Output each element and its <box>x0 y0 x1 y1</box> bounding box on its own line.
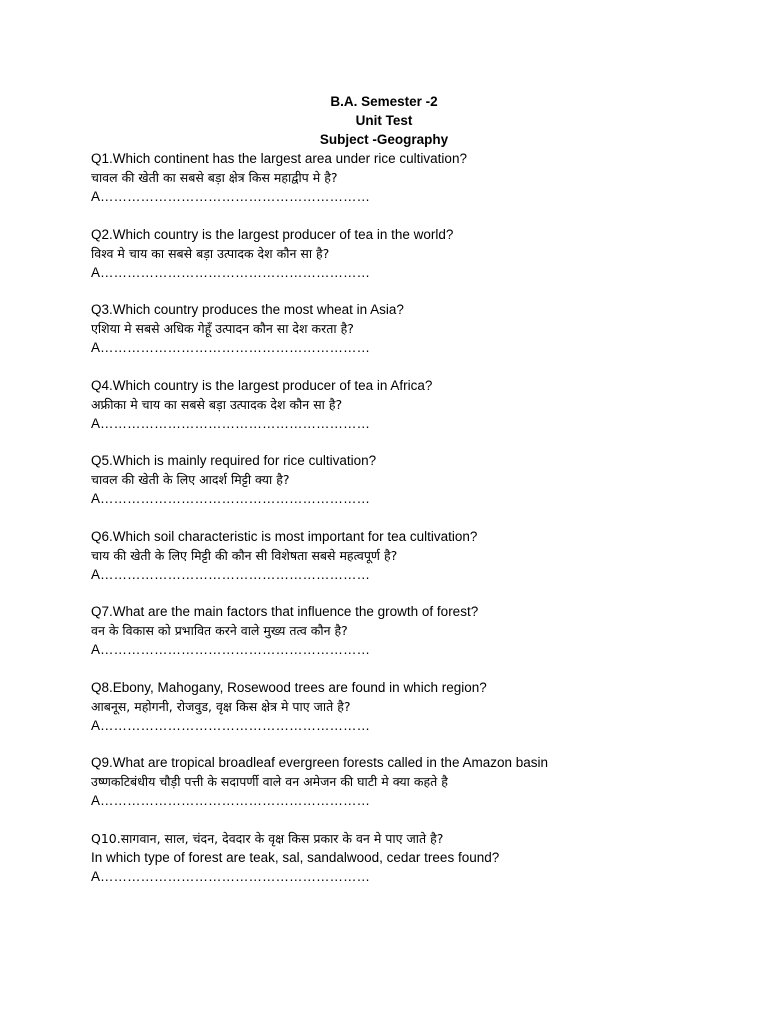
question-text-english: Q6.Which soil characteristic is most important for tea cultivation? <box>91 528 478 544</box>
question-text-english: Q1.Which continent has the largest area under rice cultivation? <box>91 151 467 166</box>
test-title: Unit Test <box>355 113 413 128</box>
question-text-hindi: चावल की खेती के लिए आदर्श मिट्टी क्या है? <box>91 472 290 487</box>
subject-title: Subject -Geography <box>319 132 449 147</box>
answer-line: A…………………………………………………… <box>91 717 371 733</box>
question-4 <box>91 376 761 452</box>
question-text-hindi: एशिया मे सबसे अधिक गेहूँ उत्पादन कौन सा देश करता है? <box>91 321 354 336</box>
question-text-english: Q5.Which is mainly required for rice cultivation? <box>91 453 377 468</box>
question-9 <box>91 753 761 829</box>
question-7 <box>91 602 761 678</box>
question-text-hindi: उष्णकटिबंधीय चौड़ी पत्ती के सदापर्णी वाले वन अमेजन की घाटी मे क्या कहते है <box>91 774 448 789</box>
question-text-hindi: Q10.सागवान, साल, चंदन, देवदार के वृक्ष किस प्रकार के वन मे पाए जाते है? <box>91 830 444 846</box>
question-text-english: Q7.What are the main factors that influence the growth of forest? <box>91 604 479 619</box>
question-2 <box>91 225 761 301</box>
question-text-english: Q4.Which country is the largest producer of tea in Africa? <box>91 377 433 393</box>
question-text-english: Q2.Which country is the largest producer of tea in the world? <box>91 226 454 242</box>
question-10 <box>91 829 761 905</box>
answer-line: A…………………………………………………… <box>91 264 371 280</box>
question-list <box>91 149 761 904</box>
question-5 <box>91 451 761 527</box>
question-1 <box>91 149 761 225</box>
answer-line: A…………………………………………………… <box>91 415 371 431</box>
question-text-hindi: आबनूस, महोगनी, रोजवुड, वृक्ष किस क्षेत्र मे पाए जाते है? <box>91 698 351 714</box>
answer-line: A…………………………………………………… <box>91 793 371 808</box>
question-text-english: Q3.Which country produces the most wheat in Asia? <box>91 302 404 317</box>
question-text-english: Q8.Ebony, Mahogany, Rosewood trees are found in which region? <box>91 679 487 695</box>
answer-line: A…………………………………………………… <box>91 642 371 657</box>
answer-line: A…………………………………………………… <box>91 868 371 884</box>
semester-title: B.A. Semester -2 <box>330 94 438 109</box>
question-3 <box>91 300 761 376</box>
question-text-english: In which type of forest are teak, sal, sandalwood, cedar trees found? <box>91 849 500 865</box>
question-text-hindi: चावल की खेती का सबसे बड़ा क्षेत्र किस महाद्वीप मे है? <box>91 170 338 185</box>
answer-line: A…………………………………………………… <box>91 340 371 355</box>
question-8 <box>91 678 761 754</box>
question-text-english: Q9.What are tropical broadleaf evergreen forests called in the Amazon basin <box>91 755 549 770</box>
question-text-hindi: अफ्रीका मे चाय का सबसे बड़ा उत्पादक देश कौन सा है? <box>91 396 343 412</box>
question-6 <box>91 527 761 603</box>
question-text-hindi: वन के विकास को प्रभावित करने वाले मुख्य तत्व कौन है? <box>91 623 348 638</box>
answer-line: A…………………………………………………… <box>91 189 371 204</box>
question-text-hindi: विश्व मे चाय का सबसे बड़ा उत्पादक देश कौन सा है? <box>91 245 330 261</box>
answer-line: A…………………………………………………… <box>91 491 371 506</box>
question-text-hindi: चाय की खेती के लिए मिट्टी की कौन सी विशेषता सबसे महत्वपूर्ण है? <box>91 547 398 563</box>
answer-line: A…………………………………………………… <box>91 566 371 582</box>
document-header <box>0 92 768 149</box>
